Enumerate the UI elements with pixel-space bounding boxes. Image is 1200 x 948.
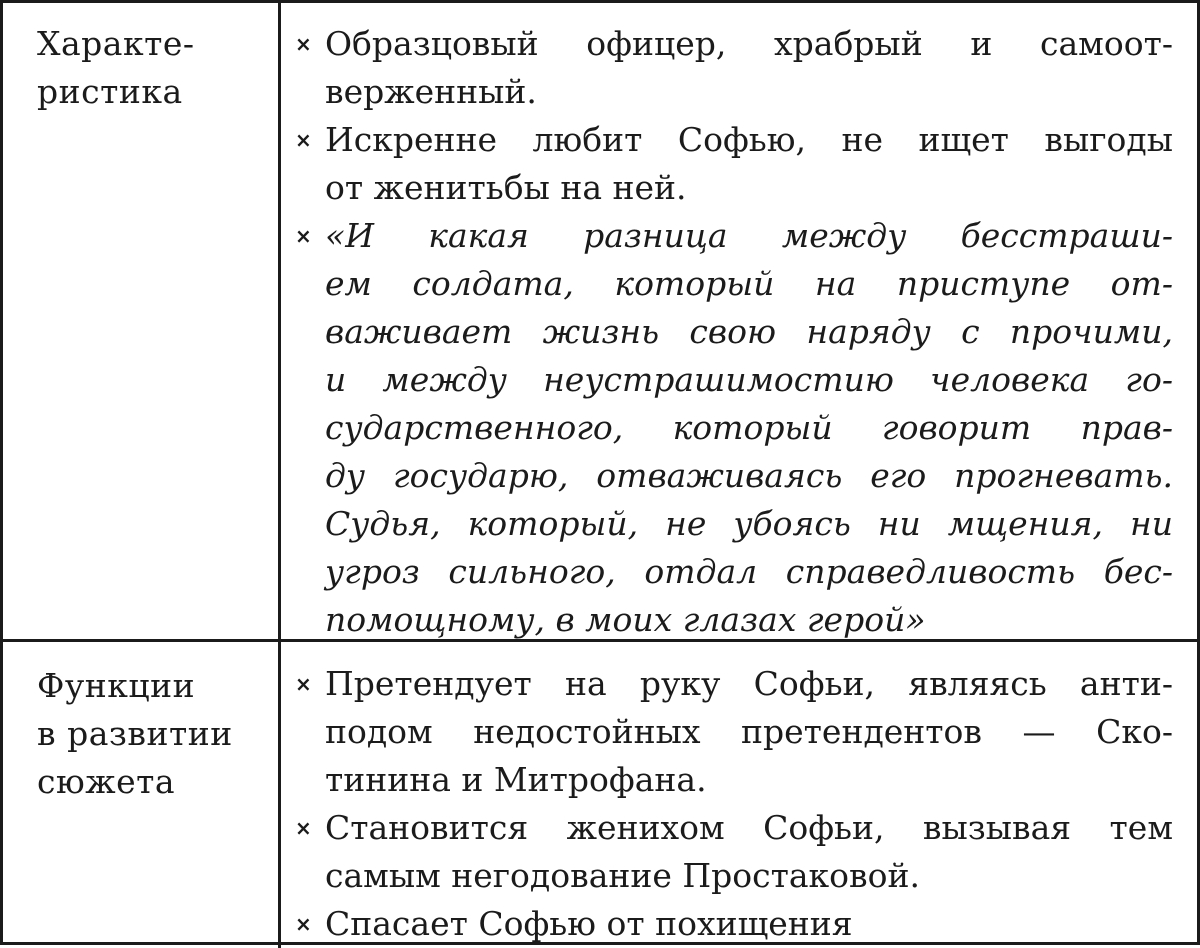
cross-bullet-icon: ×: [295, 672, 312, 696]
cross-bullet-icon: ×: [295, 32, 312, 56]
cross-bullet-icon: ×: [295, 816, 312, 840]
item-text-line: Становится женихом Софьи, вызывая тем: [325, 808, 1173, 847]
row-label-line: Функции: [37, 666, 196, 705]
quote-text-line: важивает жизнь свою наряду с прочими,: [325, 312, 1173, 351]
cross-bullet-icon: ×: [295, 224, 312, 248]
item-text-line: Претендует на руку Софьи, являясь анти-: [325, 664, 1173, 703]
quote-text-line: помощному, в моих глазах герой»: [325, 600, 926, 639]
item-text-line: верженный.: [325, 72, 537, 111]
list-item: [295, 900, 1173, 948]
cross-bullet-icon: ×: [295, 128, 312, 152]
item-text-line: подом недостойных претендентов — Ско-: [325, 712, 1173, 751]
list-item: [295, 804, 1173, 900]
item-text-line: самым негодование Простаковой.: [325, 856, 920, 895]
quote-text-line: сударственного, который говорит прав-: [325, 408, 1173, 447]
row-label-line: Характе-: [37, 24, 195, 63]
quote-text-line: угроз сильного, отдал справедливость бес-: [325, 552, 1173, 591]
quote-text-line: Судья, который, не убоясь ни мщения, ни: [325, 504, 1173, 543]
list-item: [295, 660, 1173, 804]
item-text-line: Искренне любит Софью, не ищет выгоды: [325, 120, 1173, 159]
row-content-cell: [281, 3, 1200, 639]
list-item: [295, 20, 1173, 116]
row-label-line: сюжета: [37, 762, 176, 801]
row-label-line: в развитии: [37, 714, 233, 753]
cross-bullet-icon: ×: [295, 912, 312, 936]
quote-text-line: «И какая разница между бесстраши-: [325, 216, 1173, 255]
list-item: [295, 116, 1173, 212]
quote-list-item: [295, 212, 1173, 639]
quote-text-line: ем солдата, который на приступе от-: [325, 264, 1173, 303]
row-content-cell: [281, 639, 1200, 948]
item-text-line: Образцовый офицер, храбрый и самоот-: [325, 24, 1173, 63]
row-label-line: ристика: [37, 72, 183, 111]
item-text-line: тинина и Митрофана.: [325, 760, 707, 799]
item-text-line: от женитьбы на ней.: [325, 168, 687, 207]
quote-text-line: ду государю, отваживаясь его прогневать.: [325, 456, 1173, 495]
row-label-cell: [3, 3, 281, 639]
quote-text-line: и между неустрашимостию человека го-: [325, 360, 1173, 399]
item-text-line: Спасает Софью от похищения: [325, 904, 853, 943]
row-label-cell: [3, 639, 281, 948]
